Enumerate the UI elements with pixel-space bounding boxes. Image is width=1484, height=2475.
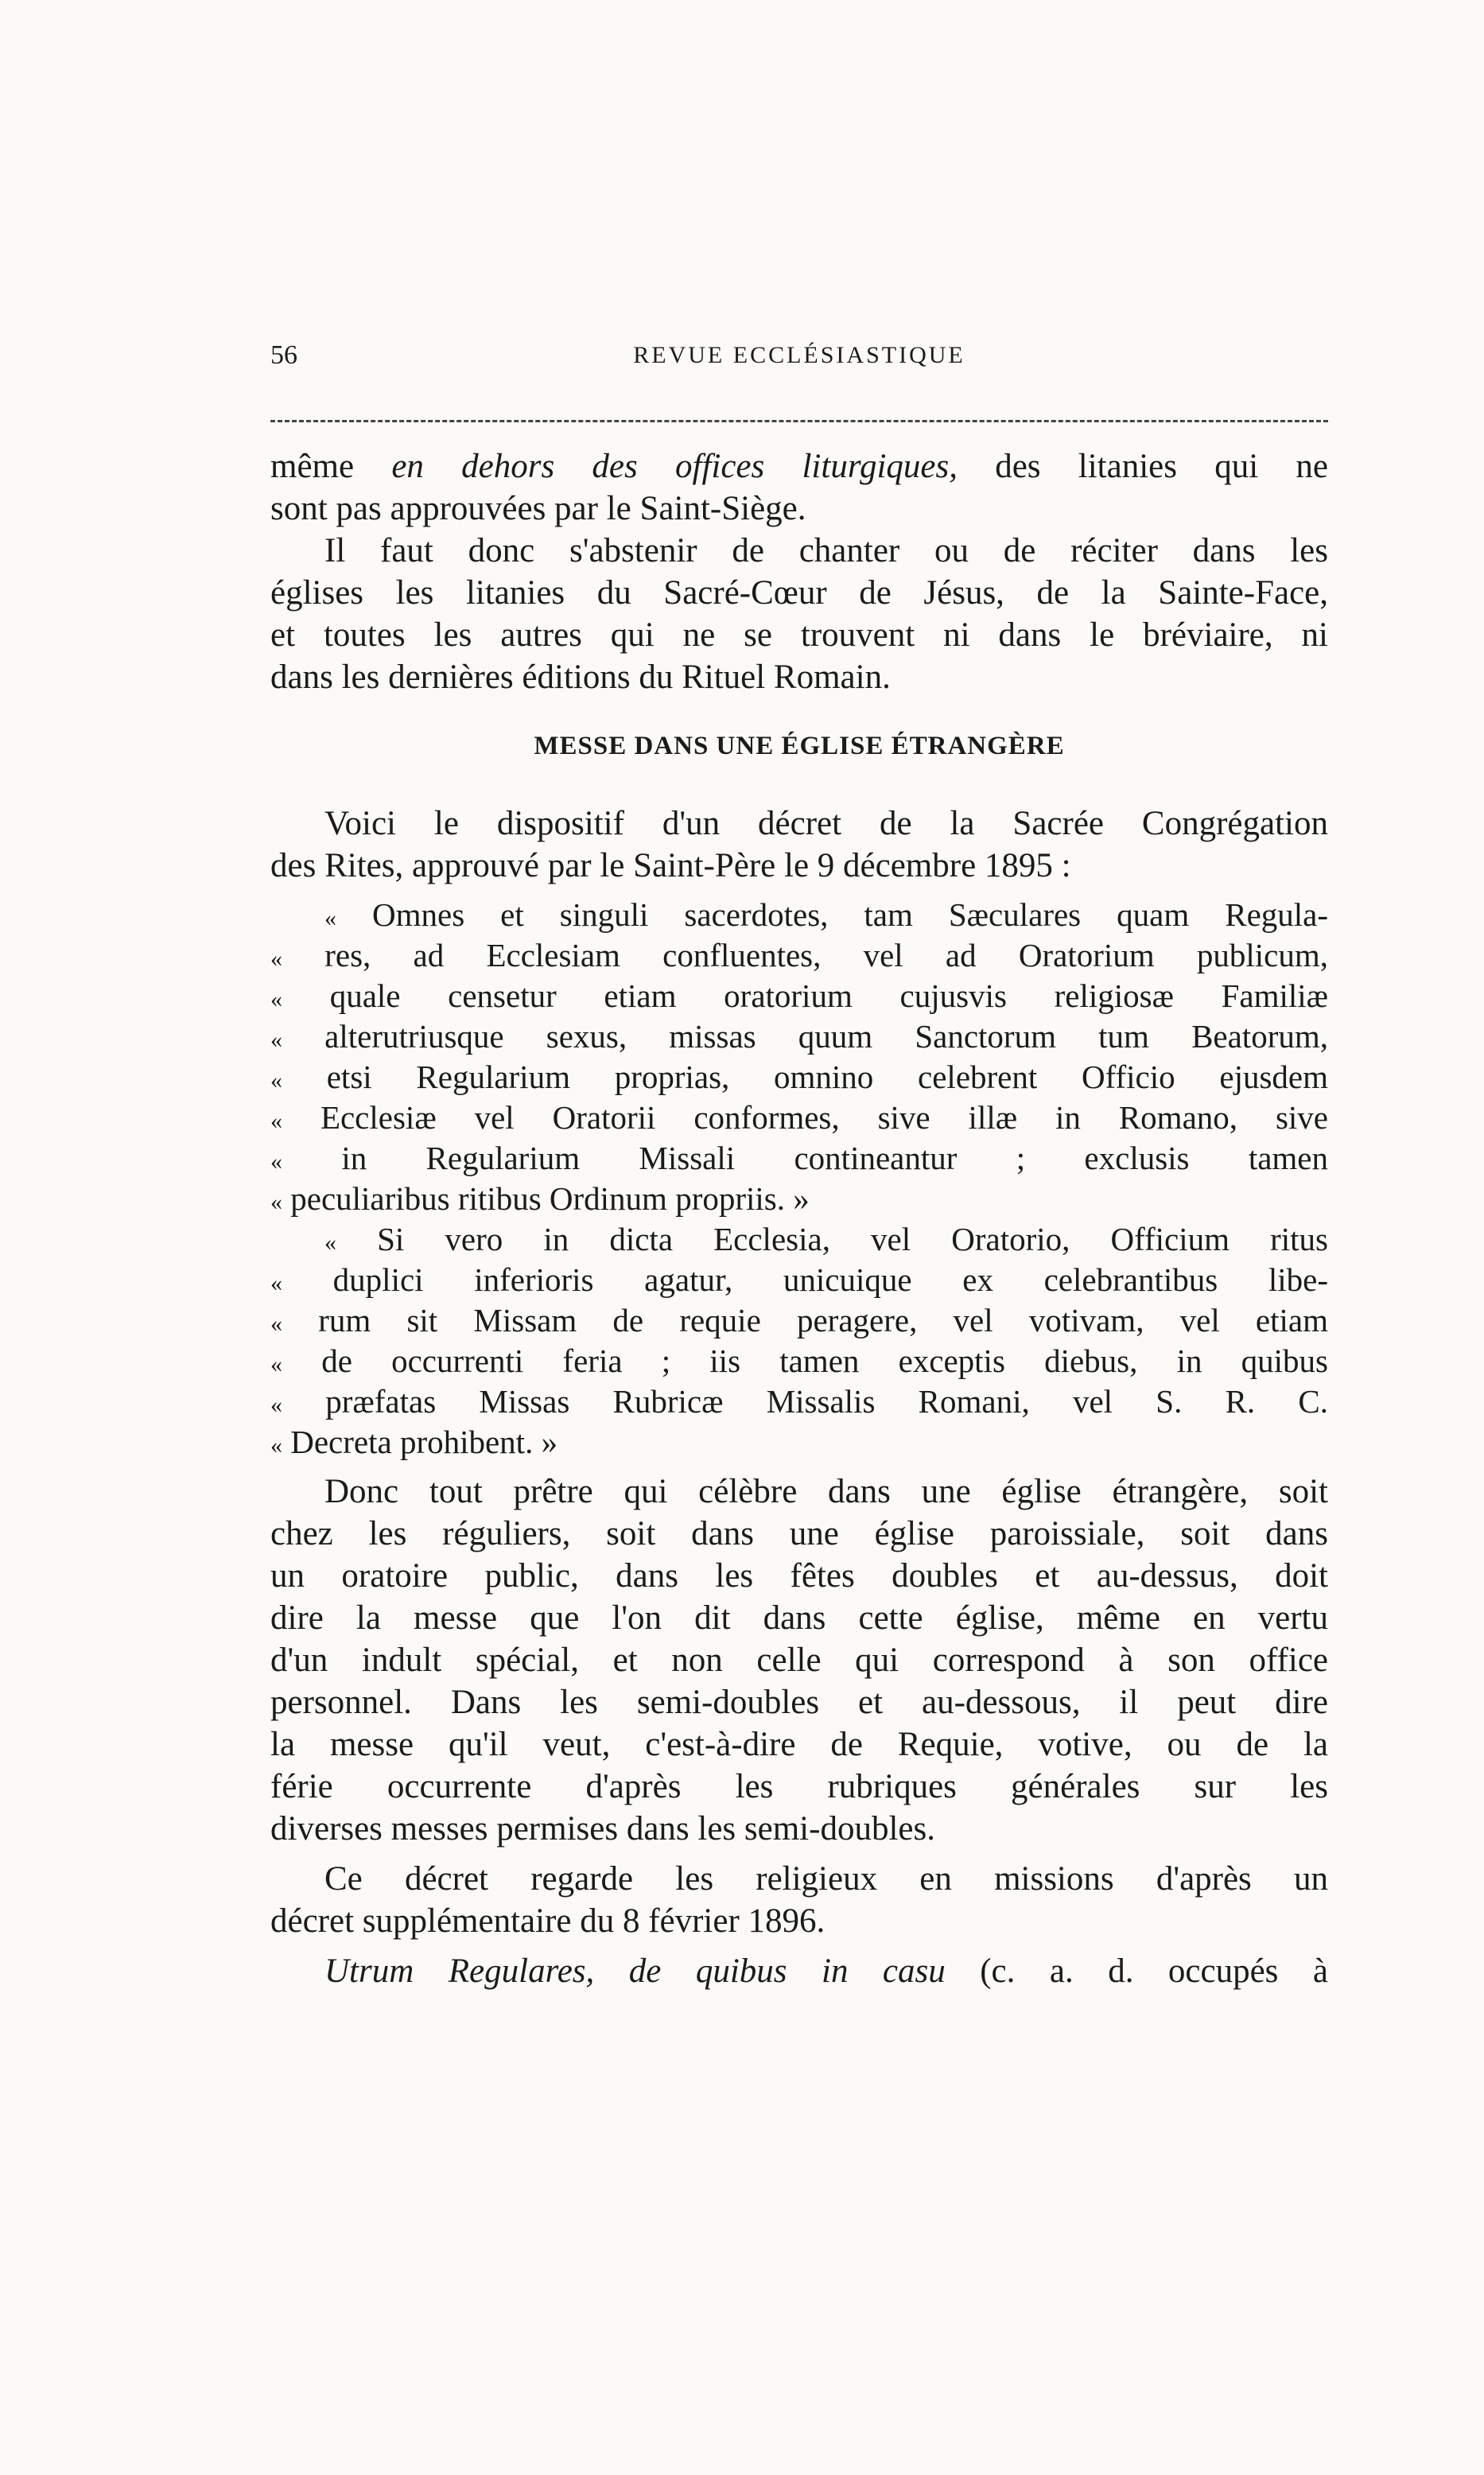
text-line: diverses messes permises dans les semi-doubles. (270, 1810, 935, 1848)
text-line: Voici le dispositif d'un décret de la Sacrée Congrégation (324, 805, 1328, 842)
text-line: Utrum Regulares, de quibus in casu (c. a. d. occupés à (324, 1952, 1328, 1990)
text-line: Donc tout prêtre qui célèbre dans une église étrangère, soit (324, 1473, 1328, 1510)
text-body (270, 445, 1328, 1992)
quote-line: « Ecclesiæ vel Oratorii conformes, sive illæ in Romano, sive (270, 1099, 1328, 1136)
text-line: férie occurrente d'après les rubriques générales sur les (270, 1768, 1328, 1805)
quote-line: « præfatas Missas Rubricæ Missalis Romani, vel S. R. C. (270, 1383, 1328, 1420)
quote-line: « quale censetur etiam oratorium cujusvis religiosæ Familiæ (270, 977, 1329, 1014)
text-line: personnel. Dans les semi-doubles et au-dessous, il peut dire (270, 1684, 1328, 1721)
quote-line: « peculiaribus ritibus Ordinum propriis. » (270, 1180, 810, 1217)
page-header (270, 340, 1328, 372)
text-line: Ce décret regarde les religieux en missions d'après un (324, 1860, 1328, 1898)
text-line: un oratoire public, dans les fêtes doubles et au-dessus, doit (270, 1557, 1328, 1595)
text-line: sont pas approuvées par le Saint-Siège. (270, 490, 806, 527)
text-line: dans les dernières éditions du Rituel Romain. (270, 659, 891, 696)
text-line: la messe qu'il veut, c'est-à-dire de Requie, votive, ou de la (270, 1726, 1328, 1763)
text-line: églises les litanies du Sacré-Cœur de Jésus, de la Sainte-Face, (270, 574, 1328, 612)
text-line: des Rites, approuvé par le Saint-Père le 9 décembre 1895 : (270, 847, 1071, 884)
quote-line: « alterutriusque sexus, missas quum Sanctorum tum Beatorum, (270, 1018, 1328, 1055)
section-heading: MESSE DANS UNE ÉGLISE ÉTRANGÈRE (534, 732, 1065, 760)
quote-line: « duplici inferioris agatur, unicuique ex celebrantibus libe- (270, 1261, 1328, 1298)
quote-line: « rum sit Missam de requie peragere, vel votivam, vel etiam (270, 1302, 1328, 1339)
quote-line: « Si vero in dicta Ecclesia, vel Oratorio, Officium ritus (324, 1221, 1329, 1257)
text-line: dire la messe que l'on dit dans cette église, même en vertu (270, 1599, 1328, 1637)
quote-line: « Omnes et singuli sacerdotes, tam Sæculares quam Regula- (324, 896, 1329, 933)
quote-line: « res, ad Ecclesiam confluentes, vel ad Oratorium publicum, (270, 937, 1328, 973)
page-number: 56 (270, 340, 297, 370)
quote-line: « etsi Regularium proprias, omnino celebrent Officio ejusdem (270, 1059, 1329, 1095)
text-line: Il faut donc s'abstenir de chanter ou de réciter dans les (324, 532, 1328, 569)
text-line: et toutes les autres qui ne se trouvent ni dans le bréviaire, ni (270, 616, 1328, 654)
text-line: décret supplémentaire du 8 février 1896. (270, 1902, 826, 1940)
quote-line: « de occurrenti feria ; iis tamen exceptis diebus, in quibus (270, 1342, 1328, 1379)
text-line: d'un indult spécial, et non celle qui correspond à son office (270, 1642, 1328, 1679)
text-line: chez les réguliers, soit dans une église paroissiale, soit dans (270, 1515, 1328, 1552)
running-title: REVUE ECCLÉSIASTIQUE (633, 342, 965, 368)
header-rule (270, 420, 1328, 422)
quote-line: « in Regularium Missali contineantur ; exclusis tamen (270, 1140, 1329, 1176)
quote-line: « Decreta prohibent. » (270, 1424, 558, 1460)
text-line: même en dehors des offices liturgiques, des litanies qui ne (270, 448, 1328, 485)
